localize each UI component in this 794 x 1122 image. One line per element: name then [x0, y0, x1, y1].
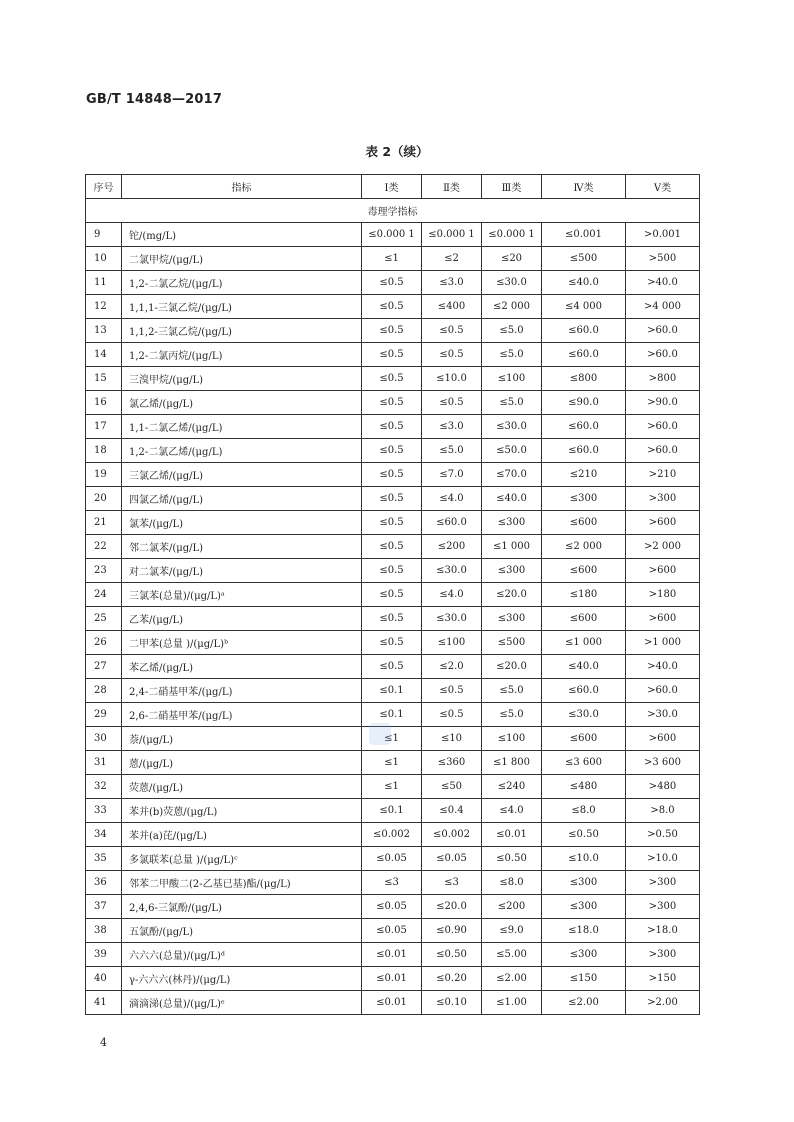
class3-value: ≤70.0	[482, 463, 542, 487]
class4-value: ≤600	[542, 511, 626, 535]
class4-value: ≤180	[542, 583, 626, 607]
class5-value: >60.0	[626, 679, 700, 703]
class2-value: ≤2	[422, 247, 482, 271]
class3-value: ≤2 000	[482, 295, 542, 319]
class3-value: ≤5.0	[482, 679, 542, 703]
row-number: 28	[86, 679, 122, 703]
class1-value: ≤0.5	[362, 463, 422, 487]
class1-value: ≤1	[362, 247, 422, 271]
table-row	[86, 727, 700, 751]
section-row	[86, 199, 700, 223]
table-row	[86, 559, 700, 583]
class5-value: >40.0	[626, 271, 700, 295]
class5-value: >180	[626, 583, 700, 607]
class3-value: ≤300	[482, 511, 542, 535]
class1-value: ≤0.5	[362, 391, 422, 415]
class5-value: >0.001	[626, 223, 700, 247]
class2-value: ≤0.20	[422, 967, 482, 991]
class4-value: ≤60.0	[542, 319, 626, 343]
class3-value: ≤5.0	[482, 343, 542, 367]
row-number: 41	[86, 991, 122, 1015]
class2-value: ≤30.0	[422, 559, 482, 583]
class2-value: ≤4.0	[422, 487, 482, 511]
table-header-row	[86, 175, 700, 199]
col-header-class4: Ⅳ类	[542, 175, 626, 199]
table-row	[86, 487, 700, 511]
class5-value: >0.50	[626, 823, 700, 847]
class5-value: >600	[626, 727, 700, 751]
row-number: 29	[86, 703, 122, 727]
class5-value: >300	[626, 487, 700, 511]
indicator-name: 三氯乙烯/(μg/L)	[122, 463, 362, 487]
table-row	[86, 607, 700, 631]
class1-value: ≤0.01	[362, 943, 422, 967]
col-header-class1: Ⅰ类	[362, 175, 422, 199]
table-row	[86, 919, 700, 943]
class3-value: ≤1.00	[482, 991, 542, 1015]
class5-value: >18.0	[626, 919, 700, 943]
table-row	[86, 271, 700, 295]
indicator-name: γ-六六六(林丹)/(μg/L)	[122, 967, 362, 991]
class2-value: ≤0.5	[422, 343, 482, 367]
class5-value: >210	[626, 463, 700, 487]
indicator-name: 五氯酚/(μg/L)	[122, 919, 362, 943]
table-row	[86, 679, 700, 703]
table-row	[86, 415, 700, 439]
row-number: 21	[86, 511, 122, 535]
class1-value: ≤0.05	[362, 919, 422, 943]
indicator-name: 蒽/(μg/L)	[122, 751, 362, 775]
table-row	[86, 367, 700, 391]
indicator-name: 邻苯二甲酸二(2-乙基已基)酯/(μg/L)	[122, 871, 362, 895]
class1-value: ≤0.5	[362, 535, 422, 559]
class5-value: >800	[626, 367, 700, 391]
class1-value: ≤0.05	[362, 895, 422, 919]
class5-value: >300	[626, 871, 700, 895]
class3-value: ≤40.0	[482, 487, 542, 511]
row-number: 40	[86, 967, 122, 991]
class1-value: ≤0.1	[362, 703, 422, 727]
class5-value: >150	[626, 967, 700, 991]
indicator-name: 1,2-二氯乙烷/(μg/L)	[122, 271, 362, 295]
class4-value: ≤480	[542, 775, 626, 799]
class5-value: >3 600	[626, 751, 700, 775]
class5-value: >300	[626, 895, 700, 919]
class1-value: ≤0.5	[362, 607, 422, 631]
table-row	[86, 703, 700, 727]
indicator-table	[85, 174, 700, 1015]
table-row	[86, 583, 700, 607]
class4-value: ≤10.0	[542, 847, 626, 871]
col-header-class5: Ⅴ类	[626, 175, 700, 199]
class2-value: ≤0.4	[422, 799, 482, 823]
class2-value: ≤0.5	[422, 703, 482, 727]
table-row	[86, 343, 700, 367]
row-number: 34	[86, 823, 122, 847]
table-row	[86, 799, 700, 823]
row-number: 12	[86, 295, 122, 319]
class2-value: ≤20.0	[422, 895, 482, 919]
class2-value: ≤7.0	[422, 463, 482, 487]
class3-value: ≤0.01	[482, 823, 542, 847]
class2-value: ≤2.0	[422, 655, 482, 679]
class3-value: ≤5.0	[482, 319, 542, 343]
indicator-name: 多氯联苯(总量 )/(μg/L)ᶜ	[122, 847, 362, 871]
indicator-name: 三氯苯(总量)/(μg/L)ᵃ	[122, 583, 362, 607]
table-row	[86, 847, 700, 871]
class5-value: >90.0	[626, 391, 700, 415]
class4-value: ≤600	[542, 727, 626, 751]
class2-value: ≤10	[422, 727, 482, 751]
class1-value: ≤0.5	[362, 487, 422, 511]
class1-value: ≤0.000 1	[362, 223, 422, 247]
class4-value: ≤3 600	[542, 751, 626, 775]
class3-value: ≤0.50	[482, 847, 542, 871]
section-title: 毒理学指标	[86, 199, 700, 223]
class2-value: ≤0.002	[422, 823, 482, 847]
class2-value: ≤0.5	[422, 319, 482, 343]
class5-value: >1 000	[626, 631, 700, 655]
class2-value: ≤3.0	[422, 271, 482, 295]
row-number: 38	[86, 919, 122, 943]
class4-value: ≤90.0	[542, 391, 626, 415]
class3-value: ≤5.0	[482, 391, 542, 415]
table-row	[86, 823, 700, 847]
class2-value: ≤100	[422, 631, 482, 655]
row-number: 18	[86, 439, 122, 463]
class4-value: ≤0.001	[542, 223, 626, 247]
col-header-class2: Ⅱ类	[422, 175, 482, 199]
class3-value: ≤50.0	[482, 439, 542, 463]
indicator-name: 滴滴涕(总量)/(μg/L)ᵉ	[122, 991, 362, 1015]
class3-value: ≤1 000	[482, 535, 542, 559]
row-number: 25	[86, 607, 122, 631]
table-row	[86, 535, 700, 559]
table-row	[86, 895, 700, 919]
row-number: 32	[86, 775, 122, 799]
class5-value: >60.0	[626, 439, 700, 463]
class1-value: ≤0.05	[362, 847, 422, 871]
class4-value: ≤2 000	[542, 535, 626, 559]
row-number: 23	[86, 559, 122, 583]
table-row	[86, 943, 700, 967]
class2-value: ≤400	[422, 295, 482, 319]
table-row	[86, 991, 700, 1015]
row-number: 17	[86, 415, 122, 439]
class1-value: ≤0.5	[362, 271, 422, 295]
class2-value: ≤30.0	[422, 607, 482, 631]
indicator-name: 乙苯/(μg/L)	[122, 607, 362, 631]
indicator-name: 萘/(μg/L)	[122, 727, 362, 751]
class1-value: ≤0.5	[362, 295, 422, 319]
indicator-name: 氯苯/(μg/L)	[122, 511, 362, 535]
class4-value: ≤60.0	[542, 415, 626, 439]
row-number: 15	[86, 367, 122, 391]
col-header-class3: Ⅲ类	[482, 175, 542, 199]
row-number: 24	[86, 583, 122, 607]
class2-value: ≤360	[422, 751, 482, 775]
class3-value: ≤300	[482, 559, 542, 583]
class5-value: >40.0	[626, 655, 700, 679]
class5-value: >600	[626, 607, 700, 631]
class2-value: ≤0.90	[422, 919, 482, 943]
row-number: 31	[86, 751, 122, 775]
class2-value: ≤0.000 1	[422, 223, 482, 247]
class3-value: ≤20.0	[482, 655, 542, 679]
indicator-name: 六六六(总量)/(μg/L)ᵈ	[122, 943, 362, 967]
class1-value: ≤0.5	[362, 367, 422, 391]
class3-value: ≤500	[482, 631, 542, 655]
row-number: 22	[86, 535, 122, 559]
class1-value: ≤0.5	[362, 439, 422, 463]
page-number: 4	[100, 1036, 107, 1049]
indicator-name: 1,1,1-三氯乙烷/(μg/L)	[122, 295, 362, 319]
row-number: 26	[86, 631, 122, 655]
class1-value: ≤0.5	[362, 343, 422, 367]
indicator-name: 1,2-二氯乙烯/(μg/L)	[122, 439, 362, 463]
class5-value: >30.0	[626, 703, 700, 727]
class4-value: ≤8.0	[542, 799, 626, 823]
class5-value: >60.0	[626, 319, 700, 343]
class1-value: ≤3	[362, 871, 422, 895]
row-number: 11	[86, 271, 122, 295]
class1-value: ≤1	[362, 775, 422, 799]
indicator-name: 2,4,6-三氯酚/(μg/L)	[122, 895, 362, 919]
indicator-name: 邻二氯苯/(μg/L)	[122, 535, 362, 559]
class2-value: ≤60.0	[422, 511, 482, 535]
row-number: 16	[86, 391, 122, 415]
class4-value: ≤18.0	[542, 919, 626, 943]
class5-value: >500	[626, 247, 700, 271]
class4-value: ≤600	[542, 607, 626, 631]
class4-value: ≤500	[542, 247, 626, 271]
class1-value: ≤0.01	[362, 991, 422, 1015]
class4-value: ≤1 000	[542, 631, 626, 655]
class3-value: ≤1 800	[482, 751, 542, 775]
row-number: 33	[86, 799, 122, 823]
class5-value: >60.0	[626, 343, 700, 367]
class3-value: ≤30.0	[482, 271, 542, 295]
class2-value: ≤0.10	[422, 991, 482, 1015]
class1-value: ≤0.5	[362, 559, 422, 583]
class2-value: ≤5.0	[422, 439, 482, 463]
class3-value: ≤240	[482, 775, 542, 799]
class2-value: ≤0.50	[422, 943, 482, 967]
class3-value: ≤9.0	[482, 919, 542, 943]
class5-value: >4 000	[626, 295, 700, 319]
class1-value: ≤0.5	[362, 583, 422, 607]
table-row	[86, 967, 700, 991]
class4-value: ≤0.50	[542, 823, 626, 847]
class4-value: ≤300	[542, 895, 626, 919]
class4-value: ≤300	[542, 871, 626, 895]
row-number: 13	[86, 319, 122, 343]
col-header-no: 序号	[86, 175, 122, 199]
class5-value: >300	[626, 943, 700, 967]
class4-value: ≤600	[542, 559, 626, 583]
table-row	[86, 439, 700, 463]
class1-value: ≤0.1	[362, 799, 422, 823]
indicator-name: 氯乙烯/(μg/L)	[122, 391, 362, 415]
class5-value: >60.0	[626, 415, 700, 439]
class4-value: ≤300	[542, 943, 626, 967]
row-number: 20	[86, 487, 122, 511]
indicator-name: 四氯乙烯/(μg/L)	[122, 487, 362, 511]
class1-value: ≤0.5	[362, 631, 422, 655]
class1-value: ≤0.5	[362, 319, 422, 343]
indicator-name: 三溴甲烷/(μg/L)	[122, 367, 362, 391]
indicator-name: 1,2-二氯丙烷/(μg/L)	[122, 343, 362, 367]
row-number: 30	[86, 727, 122, 751]
table-row	[86, 295, 700, 319]
row-number: 39	[86, 943, 122, 967]
col-header-indicator: 指标	[122, 175, 362, 199]
class3-value: ≤200	[482, 895, 542, 919]
class1-value: ≤1	[362, 727, 422, 751]
class2-value: ≤0.5	[422, 391, 482, 415]
class1-value: ≤1	[362, 751, 422, 775]
indicator-name: 苯并(b)荧蒽/(μg/L)	[122, 799, 362, 823]
indicator-name: 2,6-二硝基甲苯/(μg/L)	[122, 703, 362, 727]
table-row	[86, 391, 700, 415]
table-title: 表 2（续）	[365, 144, 429, 159]
class3-value: ≤300	[482, 607, 542, 631]
indicator-name: 二氯甲烷/(μg/L)	[122, 247, 362, 271]
class3-value: ≤20	[482, 247, 542, 271]
class2-value: ≤0.5	[422, 679, 482, 703]
class5-value: >10.0	[626, 847, 700, 871]
class1-value: ≤0.002	[362, 823, 422, 847]
class3-value: ≤2.00	[482, 967, 542, 991]
indicator-name: 对二氯苯/(μg/L)	[122, 559, 362, 583]
class2-value: ≤4.0	[422, 583, 482, 607]
class5-value: >480	[626, 775, 700, 799]
class4-value: ≤2.00	[542, 991, 626, 1015]
class2-value: ≤200	[422, 535, 482, 559]
class4-value: ≤60.0	[542, 679, 626, 703]
class4-value: ≤210	[542, 463, 626, 487]
table-row	[86, 871, 700, 895]
class1-value: ≤0.5	[362, 655, 422, 679]
row-number: 14	[86, 343, 122, 367]
class3-value: ≤100	[482, 727, 542, 751]
row-number: 27	[86, 655, 122, 679]
indicator-name: 二甲苯(总量 )/(μg/L)ᵇ	[122, 631, 362, 655]
class4-value: ≤800	[542, 367, 626, 391]
class5-value: >2 000	[626, 535, 700, 559]
class5-value: >600	[626, 559, 700, 583]
class5-value: >8.0	[626, 799, 700, 823]
class2-value: ≤50	[422, 775, 482, 799]
class2-value: ≤10.0	[422, 367, 482, 391]
class1-value: ≤0.1	[362, 679, 422, 703]
class3-value: ≤30.0	[482, 415, 542, 439]
row-number: 10	[86, 247, 122, 271]
row-number: 37	[86, 895, 122, 919]
table-row	[86, 223, 700, 247]
indicator-name: 2,4-二硝基甲苯/(μg/L)	[122, 679, 362, 703]
class3-value: ≤20.0	[482, 583, 542, 607]
table-row	[86, 631, 700, 655]
table-row	[86, 319, 700, 343]
class3-value: ≤100	[482, 367, 542, 391]
table-row	[86, 775, 700, 799]
indicator-name: 苯并(a)芘/(μg/L)	[122, 823, 362, 847]
table-row	[86, 511, 700, 535]
class4-value: ≤60.0	[542, 343, 626, 367]
row-number: 9	[86, 223, 122, 247]
class4-value: ≤30.0	[542, 703, 626, 727]
indicator-name: 1,1,2-三氯乙烷/(μg/L)	[122, 319, 362, 343]
class3-value: ≤8.0	[482, 871, 542, 895]
class2-value: ≤0.05	[422, 847, 482, 871]
class1-value: ≤0.5	[362, 415, 422, 439]
class4-value: ≤40.0	[542, 655, 626, 679]
table-row	[86, 247, 700, 271]
class4-value: ≤60.0	[542, 439, 626, 463]
watermark-mark	[369, 723, 391, 745]
class1-value: ≤0.01	[362, 967, 422, 991]
class4-value: ≤300	[542, 487, 626, 511]
row-number: 35	[86, 847, 122, 871]
class5-value: >600	[626, 511, 700, 535]
standard-number: GB/T 14848—2017	[86, 92, 223, 107]
class3-value: ≤0.000 1	[482, 223, 542, 247]
row-number: 36	[86, 871, 122, 895]
class2-value: ≤3	[422, 871, 482, 895]
indicator-name: 1,1-二氯乙烯/(μg/L)	[122, 415, 362, 439]
class3-value: ≤4.0	[482, 799, 542, 823]
table-row	[86, 463, 700, 487]
class5-value: >2.00	[626, 991, 700, 1015]
row-number: 19	[86, 463, 122, 487]
indicator-name: 荧蒽/(μg/L)	[122, 775, 362, 799]
class1-value: ≤0.5	[362, 511, 422, 535]
indicator-name: 苯乙烯/(μg/L)	[122, 655, 362, 679]
class4-value: ≤40.0	[542, 271, 626, 295]
class4-value: ≤150	[542, 967, 626, 991]
table-row	[86, 751, 700, 775]
class3-value: ≤5.0	[482, 703, 542, 727]
table-row	[86, 655, 700, 679]
class3-value: ≤5.00	[482, 943, 542, 967]
class2-value: ≤3.0	[422, 415, 482, 439]
class4-value: ≤4 000	[542, 295, 626, 319]
indicator-name: 铊/(mg/L)	[122, 223, 362, 247]
